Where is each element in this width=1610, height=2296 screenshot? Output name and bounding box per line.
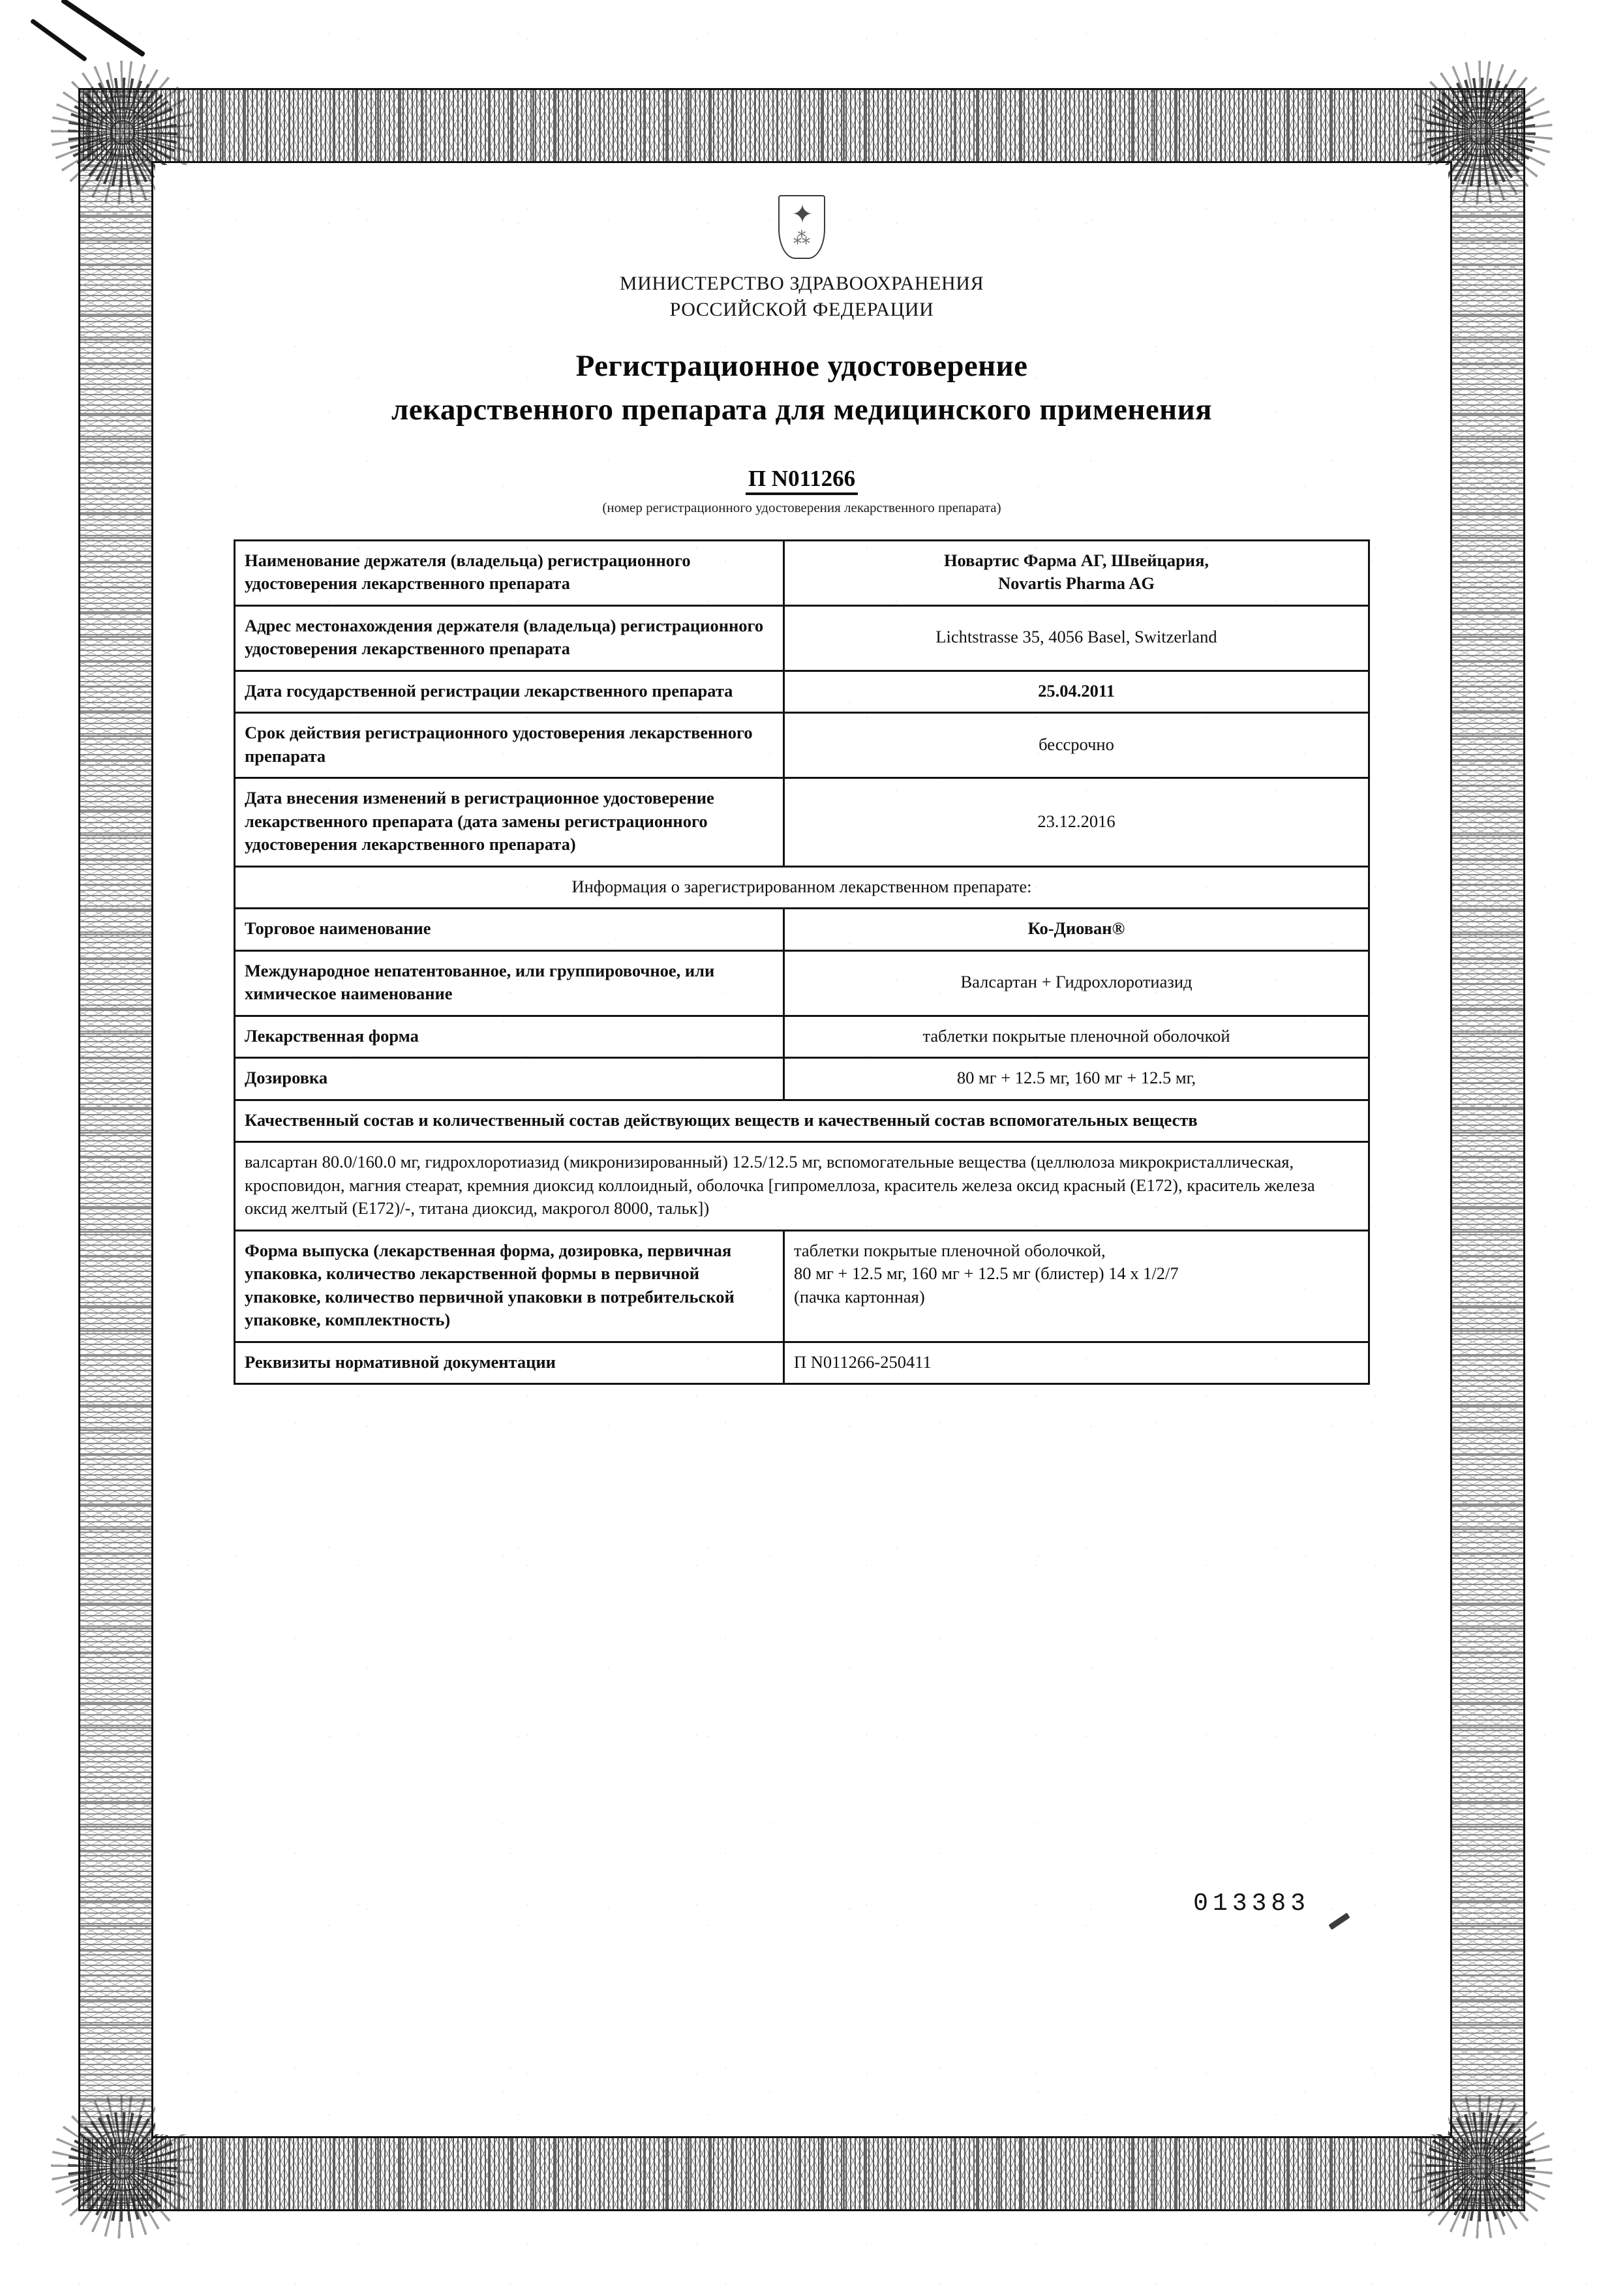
row-label-release-form: Форма выпуска (лекарственная форма, дозировка, первичная упаковка, количество лекарственной формы в первичной упаковке, количество первичной упаковки в потребительской упаковке, комплектность) [235, 1230, 784, 1342]
border-ornament-left [78, 88, 151, 2211]
row-label-registration-date: Дата государственной регистрации лекарственного препарата [235, 671, 784, 713]
row-value-normative-documentation: П N011266-250411 [784, 1342, 1369, 1384]
serial-number: 013383 [1193, 1890, 1310, 1918]
border-ornament-top [78, 88, 1525, 161]
registration-number-value: П N011266 [746, 466, 858, 495]
ministry-heading [155, 271, 1448, 322]
section-header-product-info: Информация о зарегистрированном лекарственном препарате: [235, 866, 1369, 909]
row-label-holder-address: Адрес местонахождения держателя (владельца) регистрационного удостоверения лекарственного препарата [235, 605, 784, 671]
row-value-dosage-form: таблетки покрытые пленочной оболочкой [784, 1016, 1369, 1058]
release-form-line-1: таблетки покрытые пленочной оболочкой, [794, 1240, 1106, 1260]
row-label-validity-period: Срок действия регистрационного удостоверения лекарственного препарата [235, 713, 784, 778]
frame-rule-bottom [78, 2209, 1525, 2211]
row-label-holder-name: Наименование держателя (владельца) регистрационного удостоверения лекарственного препарата [235, 540, 784, 605]
composition-header: Качественный состав и количественный состав действующих веществ и качественный состав вспомогательных веществ [235, 1100, 1369, 1142]
row-label-normative-documentation: Реквизиты нормативной документации [235, 1342, 784, 1384]
frame-rule-top [78, 88, 1525, 90]
table-row [235, 605, 1369, 671]
border-ornament-right [1452, 88, 1525, 2211]
table-row [235, 671, 1369, 713]
registration-number-caption: (номер регистрационного удостоверения лекарственного препарата) [602, 499, 1001, 515]
page-title [155, 344, 1448, 431]
title-line-2: лекарственного препарата для медицинского применения [391, 392, 1212, 427]
table-row [235, 778, 1369, 867]
row-value-amendment-date: 23.12.2016 [784, 778, 1369, 867]
row-value-release-form [784, 1230, 1369, 1342]
ink-smudge-icon [1328, 1912, 1350, 1929]
row-label-dosage-form: Лекарственная форма [235, 1016, 784, 1058]
frame-rule-right [1523, 88, 1525, 2211]
pen-stroke-icon [30, 18, 87, 62]
crown-glyph: ⁂ [793, 229, 810, 248]
row-value-inn: Валсартан + Гидрохлоротиазид [784, 950, 1369, 1016]
holder-name-ru: Новартис Фарма АГ, Швейцария, [943, 550, 1209, 570]
row-value-trade-name: Ко-Диован® [784, 909, 1369, 951]
release-form-line-3: (пачка картонная) [794, 1286, 925, 1307]
border-ornament-bottom [78, 2138, 1525, 2211]
table-row [235, 1142, 1369, 1231]
row-label-trade-name: Торговое наименование [235, 909, 784, 951]
row-value-holder-name [784, 540, 1369, 605]
table-row [235, 540, 1369, 605]
security-border-frame [78, 88, 1525, 2211]
certificate-content [155, 165, 1448, 2134]
row-value-validity-period: бессрочно [784, 713, 1369, 778]
table-row [235, 713, 1369, 778]
table-row [235, 1058, 1369, 1100]
row-value-strength: 80 мг + 12.5 мг, 160 мг + 12.5 мг, [784, 1058, 1369, 1100]
table-section-row [235, 866, 1369, 909]
table-row [235, 1016, 1369, 1058]
row-label-inn: Международное непатентованное, или группировочное, или химическое наименование [235, 950, 784, 1016]
composition-body: валсартан 80.0/160.0 мг, гидрохлоротиазид (микронизированный) 12.5/12.5 мг, вспомогательные вещества (целлюлоза микрокристаллическая, кросповидон, магния стеарат, кремния диоксид коллоидный, оболочка [гипромеллоза, краситель железа оксид красный (E172), краситель железа оксид желтый (E172)/-, титана диоксид, макрогол 8000, тальк]) [235, 1142, 1369, 1231]
ministry-line-1: МИНИСТЕРСТВО ЗДРАВООХРАНЕНИЯ [619, 273, 984, 294]
table-row [235, 1230, 1369, 1342]
registration-table [234, 539, 1370, 1385]
frame-rule-left [78, 88, 80, 2211]
row-value-registration-date: 25.04.2011 [784, 671, 1369, 713]
row-label-amendment-date: Дата внесения изменений в регистрационное удостоверение лекарственного препарата (дата замены регистрационного удостоверения лекарственного препарата) [235, 778, 784, 867]
title-line-1: Регистрационное удостоверение [575, 349, 1028, 384]
release-form-line-2: 80 мг + 12.5 мг, 160 мг + 12.5 мг (блистер) 14 х 1/2/7 [794, 1263, 1179, 1284]
row-value-holder-address: Lichtstrasse 35, 4056 Basel, Switzerland [784, 605, 1369, 671]
row-label-strength: Дозировка [235, 1058, 784, 1100]
registration-number [155, 466, 1448, 492]
holder-name-en: Novartis Pharma AG [998, 573, 1155, 594]
table-row [235, 1100, 1369, 1142]
ministry-line-2: РОССИЙСКОЙ ФЕДЕРАЦИИ [669, 298, 934, 320]
table-row [235, 950, 1369, 1016]
table-row [235, 1342, 1369, 1384]
eagle-glyph: ✦ [791, 200, 812, 229]
coat-of-arms-icon [778, 195, 825, 259]
table-row [235, 909, 1369, 951]
